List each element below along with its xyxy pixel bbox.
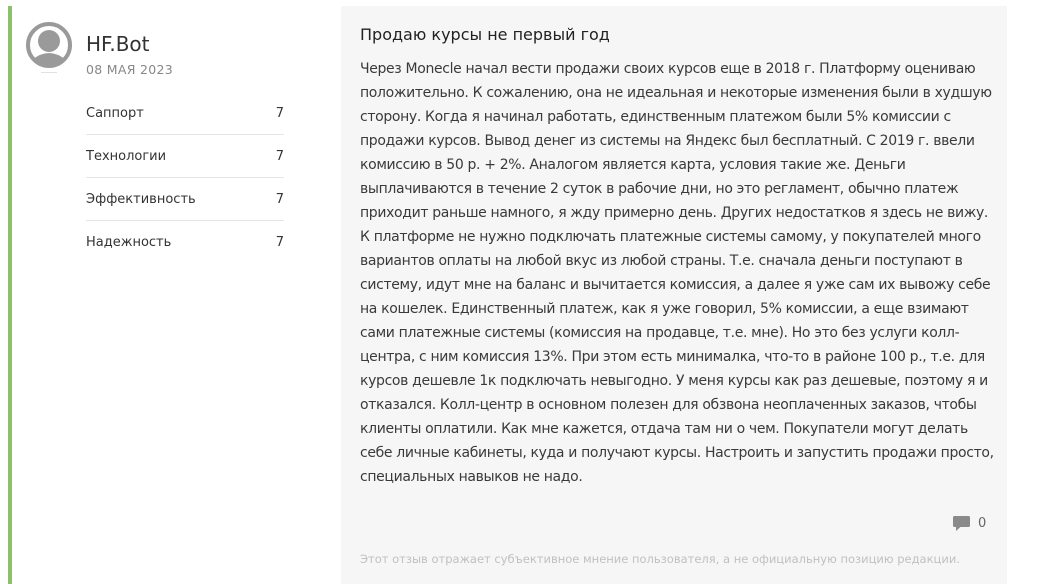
author-panel bbox=[12, 6, 341, 584]
rating-row-reliability bbox=[86, 221, 284, 263]
rating-label: Саппорт bbox=[86, 105, 144, 121]
comments-button[interactable] bbox=[953, 516, 986, 531]
comment-bubble-icon bbox=[953, 516, 970, 531]
review-card bbox=[8, 6, 1007, 584]
rating-value: 7 bbox=[275, 234, 284, 250]
rating-label: Надежность bbox=[86, 234, 172, 250]
review-title: Продаю курсы не первый год bbox=[360, 25, 610, 44]
rating-value: 7 bbox=[275, 105, 284, 121]
rating-row-support bbox=[86, 92, 284, 135]
review-content bbox=[341, 6, 1007, 584]
user-silhouette-icon bbox=[26, 22, 72, 74]
rating-row-efficiency bbox=[86, 178, 284, 221]
disclaimer-text: Этот отзыв отражает субъективное мнение пользователя, а не официальную позицию редакции. bbox=[360, 552, 960, 566]
review-body: Через Monecle начал вести продажи своих курсов еще в 2018 г. Платформу оцениваю положительно. К сожалению, она не идеальная и некоторые изменения были в худшую сторону. Когда я начинал работать, единственным платежом были 5% комиссии с продажи курсов. Вывод денег из системы на Яндекс был бесплатный. С 2019 г. ввели комиссию в 50 р. + 2%. Аналогом является карта, условия такие же. Деньги выплачиваются в течение 2 суток в рабочие дни, но это регламент, обычно платеж приходит раньше намного, я жду примерно день. Других недостатков я здесь не вижу. К платформе не нужно подключать платежные системы самому, у покупателей много вариантов оплаты на любой вкус из любой страны. Т.е. сначала деньги поступают в систему, идут мне на баланс и вычитается комиссия, а далее я уже сам их вывожу себе на кошелек. Единственный платеж, как я уже говорил, 5% комиссии, а еще взимают сами платежные системы (комиссия на продавце, т.е. мне). Но это без услуги колл-центра, с ним комиссия 13%. При этом есть минималка, что-то в районе 100 р., т.е. для курсов дешевле 1к подключать невыгодно. У меня курсы как раз дешевые, поэтому я и отказался. Колл-центр в основном полезен для обзвона неоплаченных заказов, чтобы клиенты оплатили. Как мне кажется, отдача там ни о чем. Покупатели могут делать себе личные кабинеты, куда и получают курсы. Настроить и запустить продажи просто, специальных навыков не надо. bbox=[360, 61, 994, 485]
rating-label: Технологии bbox=[86, 148, 167, 164]
rating-value: 7 bbox=[275, 148, 284, 164]
rating-label: Эффективность bbox=[86, 191, 196, 207]
rating-value: 7 bbox=[275, 191, 284, 207]
ratings-list bbox=[86, 92, 284, 263]
review-date: 08 МАЯ 2023 bbox=[86, 62, 173, 77]
rating-row-technology bbox=[86, 135, 284, 178]
author-name[interactable]: HF.Bot bbox=[86, 32, 150, 56]
comment-count: 0 bbox=[978, 516, 987, 531]
